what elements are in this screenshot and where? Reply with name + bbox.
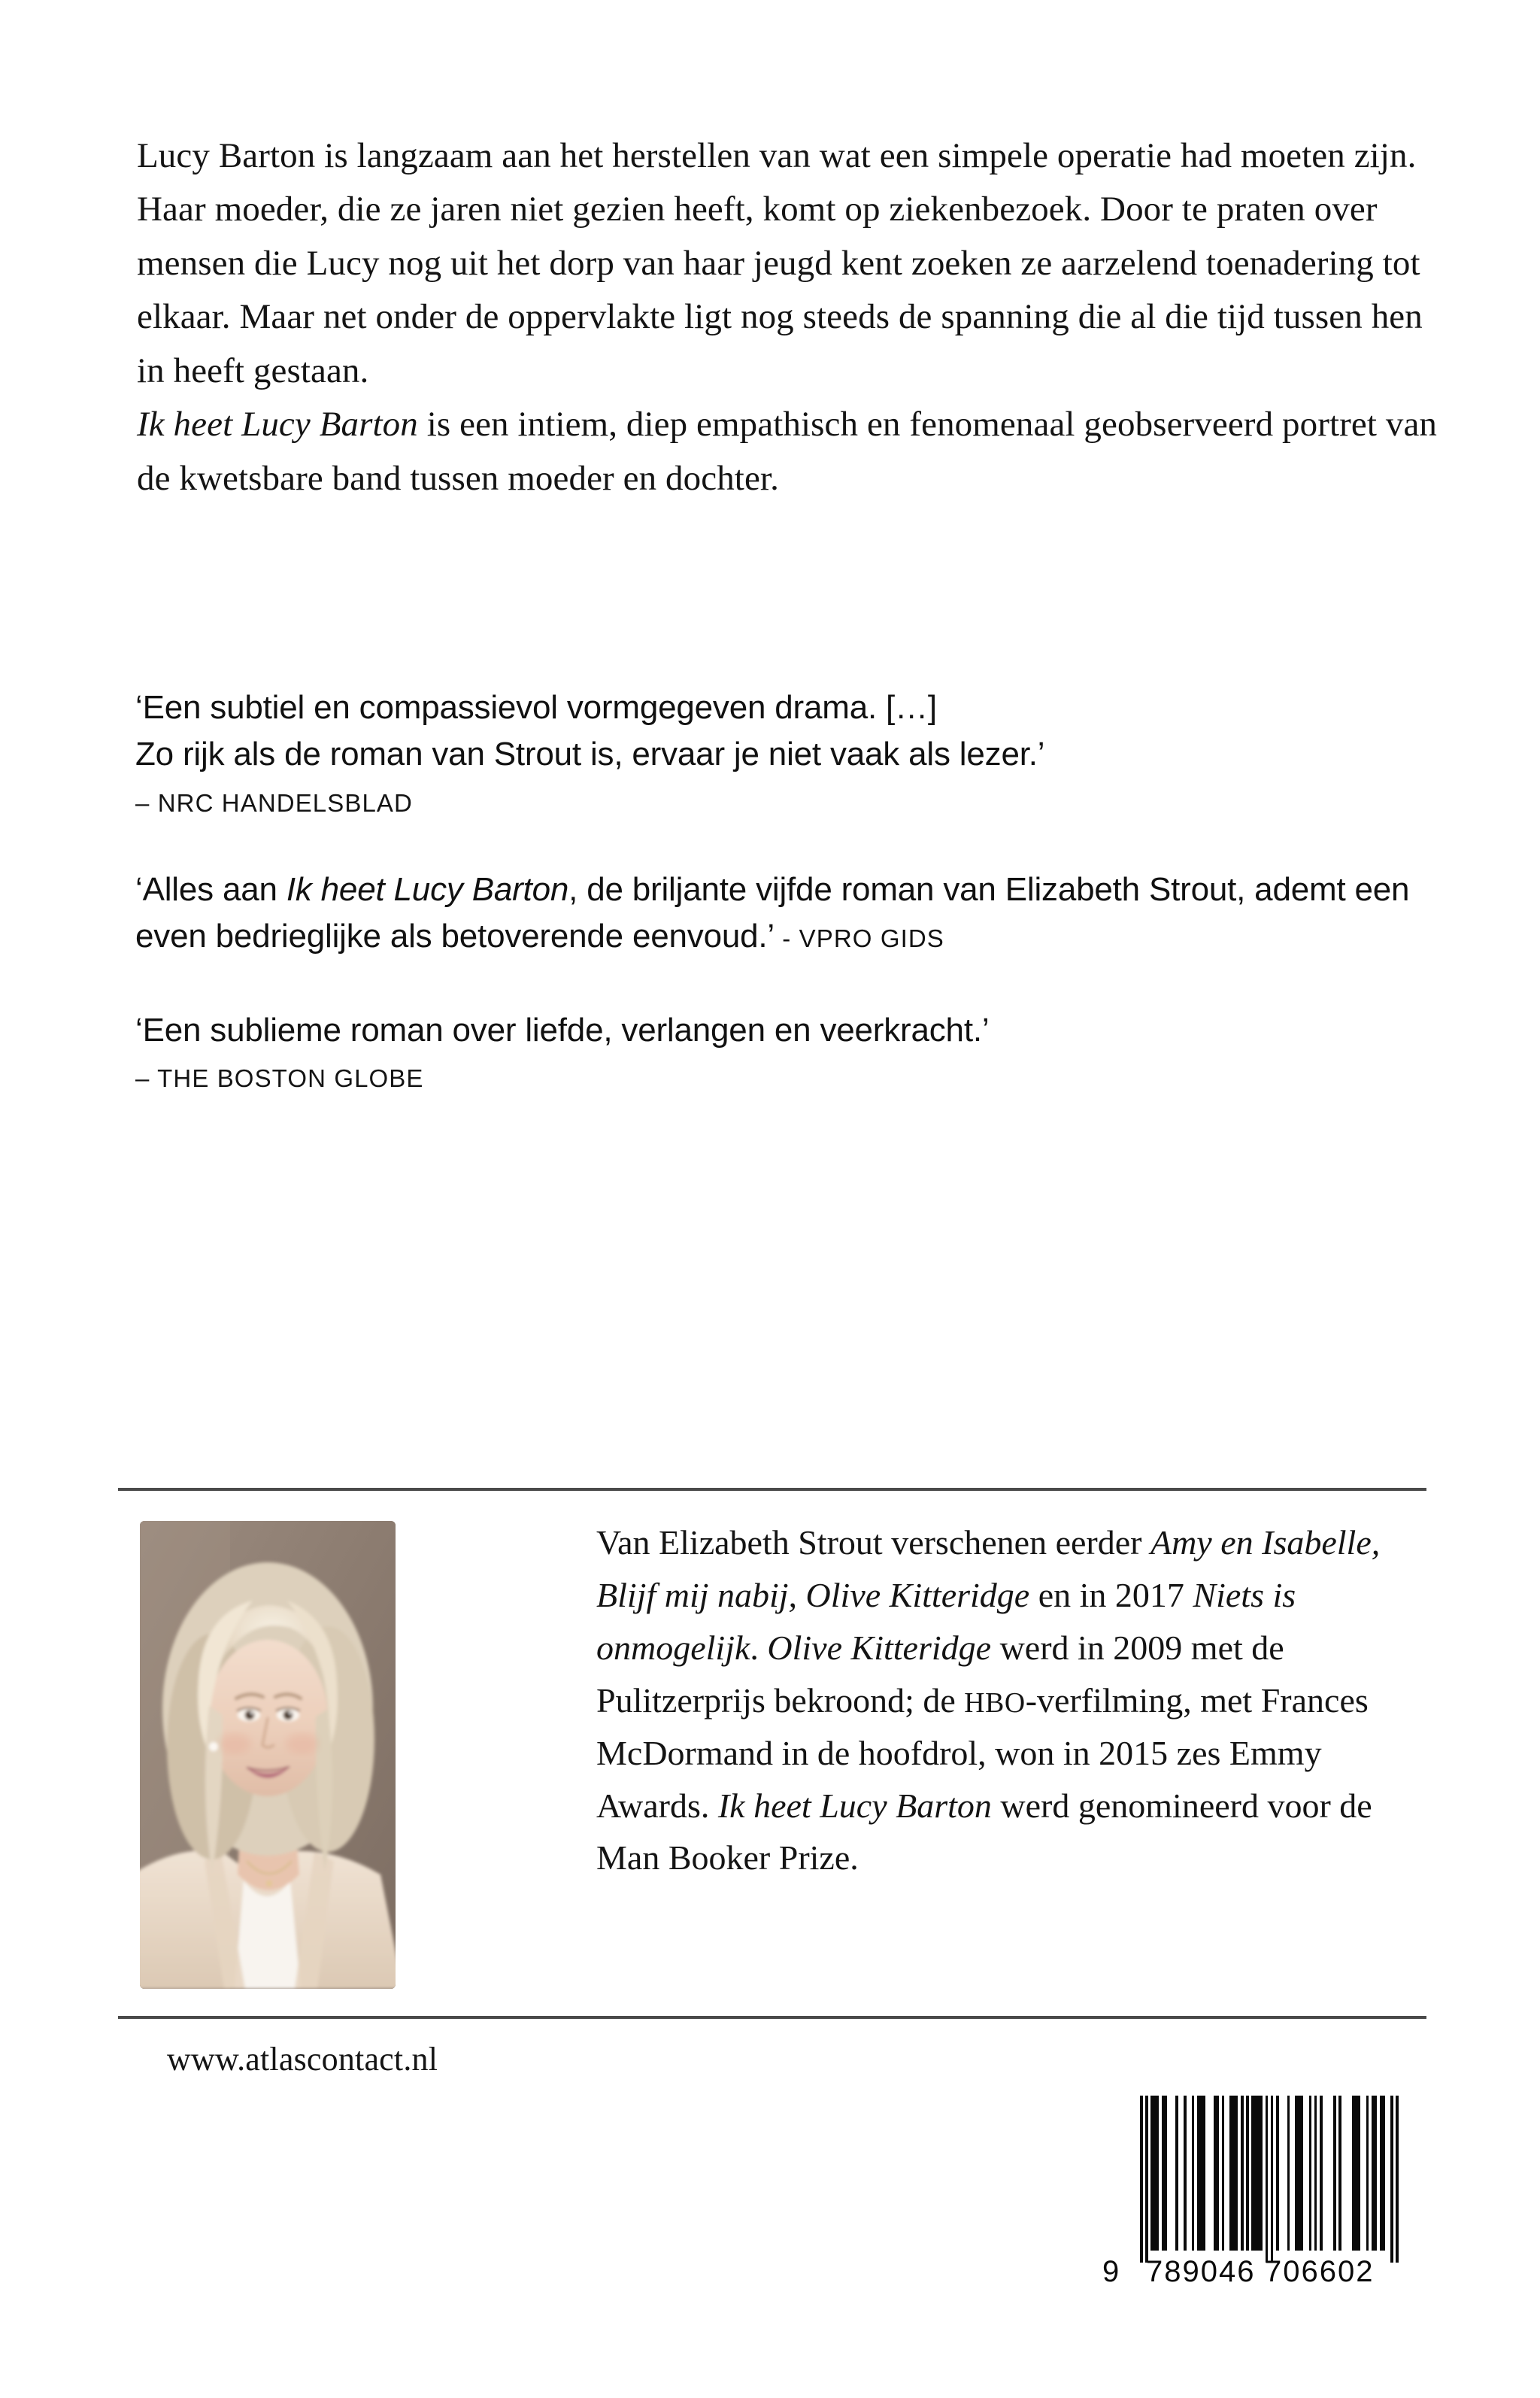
bio-seg-1-titles: Amy en Isabelle, Blijf mij nabij, Olive Kitteridge [596,1523,1381,1614]
quote-lead: ‘Alles aan [135,870,286,908]
divider-rule-bottom [118,2016,1426,2019]
bio-seg-8: -verfilming, met Frances McDormand in de hoofdrol, won in 2015 zes Emmy Awards. [596,1680,1369,1825]
quote-source-boston-globe: – THE BOSTON GLOBE [135,1064,424,1093]
blurb-paragraph-1-text: Lucy Barton is langzaam aan het herstellen van wat een simpele operatie had moeten zijn. Haar moeder, die ze jaren niet gezien heeft, komt op ziekenbezoek. Door te praten over mensen die Lucy nog uit het dorp van haar jeugd kent zoeken ze aarzelend toenadering tot elkaar. Maar net onder de oppervlakte ligt nog steeds de spanning die al die tijd tussen hen in heeft gestaan. [137,136,1423,390]
quote-block-nrc [135,684,1444,820]
bio-seg-2: en in 2017 [1029,1575,1193,1614]
bio-seg-5-title: Olive Kitteridge [767,1628,992,1667]
quote-block-vpro [135,867,1444,961]
bio-seg-3-title: Niets is onmogelijk [596,1575,1296,1667]
quote-line-1: ‘Een subtiel en compassievol vormgegeven drama. […] [135,689,937,726]
bio-seg-9-title: Ik heet Lucy Barton [717,1786,992,1825]
quote-body: , de briljante vijfde roman van Elizabeth Strout, ademt een even bedrieglijke als betoverende eenvoud.’ [135,870,1410,955]
bio-seg-10: werd genomineerd voor de Man Booker Prize. [596,1786,1372,1877]
barcode-bars [1101,2096,1402,2263]
quote-text-nrc [135,684,1444,779]
blurb-paragraph-1 [137,129,1438,398]
blurb-paragraph-2-text: is een intiem, diep empathisch en fenomenaal geobserveerd portret van de kwetsbare band tussen moeder en dochter. [137,405,1438,498]
author-bio-text [596,1516,1427,1884]
quote-source-vpro: - VPRO GIDS [775,924,944,953]
bio-seg-0: Van Elizabeth Strout verschenen eerder [596,1523,1150,1562]
quote-source-nrc: – NRC HANDELSBLAD [135,788,413,817]
quote-line-2: Zo rijk als de roman van Strout is, ervaar je niet vaak als lezer.’ [135,736,1045,773]
barcode-right-group: 706602 [1265,2255,1375,2288]
quote-book-title: Ik heet Lucy Barton [286,870,569,908]
press-quotes [135,684,1444,1095]
author-photo [140,1521,396,1989]
barcode-lead-digit: 9 [1102,2255,1121,2288]
blurb-paragraph-2 [137,398,1438,505]
author-bio-paragraph [596,1516,1427,1884]
divider-rule-top [118,1488,1426,1491]
quote-text-boston-globe: ‘Een sublieme roman over liefde, verlangen en veerkracht.’ [135,1011,990,1049]
barcode-left-group: 789046 [1146,2255,1256,2288]
quote-block-boston-globe [135,1007,1444,1095]
blurb-text [137,129,1438,505]
bio-seg-4: . [750,1628,768,1667]
isbn-barcode [1101,2096,1402,2300]
quote-text-vpro [135,867,1444,961]
publisher-website[interactable]: www.atlascontact.nl [167,2041,438,2078]
bio-seg-6: werd in 2009 met de Pulitzerprijs bekroond; de [596,1628,1284,1720]
blurb-book-title: Ik heet Lucy Barton [137,405,418,445]
bio-seg-7-hbo: HBO [964,1686,1026,1719]
author-portrait-image [140,1521,396,1989]
